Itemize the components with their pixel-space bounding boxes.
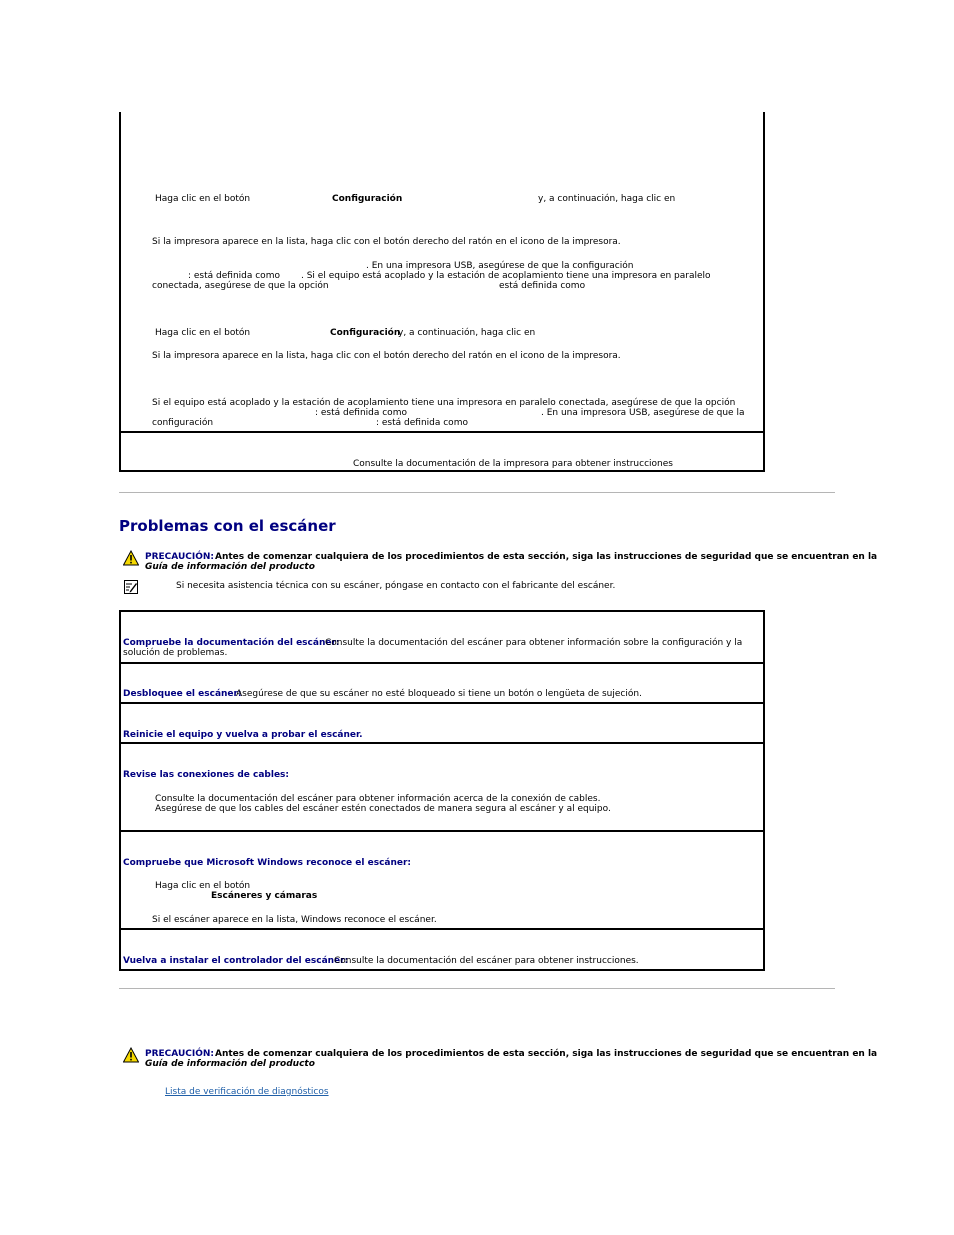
usb-note-part-b: : está definida como: [188, 271, 280, 281]
scanner-section-title: Problemas con el escáner: [119, 517, 336, 535]
caution-guide-title: Guía de información del producto: [145, 562, 315, 572]
row-check-cables-label: Revise las conexiones de cables:: [123, 770, 290, 780]
step-click-start: Haga clic en el botón: [155, 328, 251, 338]
step-then-click: y, a continuación, haga clic en: [398, 328, 536, 338]
note-text: Si necesita asistencia técnica con su escáner, póngase en contacto con el fabricante del escáner.: [176, 581, 616, 591]
dock-note-part-a: Si el equipo está acoplado y la estación de acoplamiento tiene una impresora en paralelo conectada, asegúrese de que la opción: [152, 398, 736, 408]
scanners-cameras-label: Escáneres y cámaras: [211, 891, 318, 901]
usb-note-part-d: conectada, asegúrese de que la opción: [152, 281, 329, 291]
row-check-scanner-docs-text: Consulte la documentación del escáner para obtener información sobre la configuración y la: [325, 638, 743, 648]
list-item: Asegúrese de que los cables del escáner estén conectados de manera segura al escáner y al equipo.: [155, 804, 611, 814]
step-if-printer-listed: Si la impresora aparece en la lista, haga clic con el botón derecho del ratón en el icono de la impresora.: [152, 237, 621, 247]
caution-icon: [123, 1047, 139, 1063]
usb-note-part-c: . Si el equipo está acoplado y la estación de acoplamiento tiene una impresora en paralelo: [301, 271, 711, 281]
row-reinstall-driver-text: Consulte la documentación del escáner para obtener instrucciones.: [334, 956, 639, 966]
usb-note-part-e: está definida como: [499, 281, 586, 291]
list-item: Consulte la documentación del escáner para obtener información acerca de la conexión de cables.: [155, 794, 601, 804]
config-label: Configuración: [332, 194, 403, 204]
caution-label: PRECAUCIÓN:: [145, 552, 215, 562]
step-if-printer-listed: Si la impresora aparece en la lista, haga clic con el botón derecho del ratón en el icono de la impresora.: [152, 351, 621, 361]
dock-note-part-d: configuración: [152, 418, 214, 428]
dock-note-part-b: : está definida como: [315, 408, 407, 418]
dock-note-part-e: : está definida como: [376, 418, 468, 428]
note-icon: [124, 580, 138, 594]
section-divider: [119, 988, 835, 989]
caution-text: Antes de comenzar cualquiera de los procedimientos de esta sección, siga las instrucciones de seguridad que se encuentran en la: [215, 1049, 878, 1059]
table-row-divider: [119, 830, 763, 832]
caution-text: Antes de comenzar cualquiera de los procedimientos de esta sección, siga las instrucciones de seguridad que se encuentran en la: [215, 552, 878, 562]
row-restart-label: Reinicie el equipo y vuelva a probar el escáner.: [123, 730, 363, 740]
table-row-divider: [119, 928, 763, 930]
step-then-click: y, a continuación, haga clic en: [538, 194, 676, 204]
table-row-divider: [119, 662, 763, 664]
table-row-divider: [119, 431, 763, 433]
caution-icon: [123, 550, 139, 566]
section-divider: [119, 492, 835, 493]
row-check-scanner-docs-text-2: solución de problemas.: [123, 648, 228, 658]
row-reinstall-driver-label: Vuelva a instalar el controlador del escáner:: [123, 956, 349, 966]
config-label: Configuración: [330, 328, 401, 338]
dock-note-part-c: . En una impresora USB, asegúrese de que la: [541, 408, 745, 418]
row-check-scanner-docs-label: Compruebe la documentación del escáner:: [123, 638, 340, 648]
step-click-start: Haga clic en el botón: [155, 194, 251, 204]
step-scanner-listed: Si el escáner aparece en la lista, Windows reconoce el escáner.: [152, 915, 437, 925]
caution-label: PRECAUCIÓN:: [145, 1049, 215, 1059]
consult-printer-doc: Consulte la documentación de la impresora para obtener instrucciones: [353, 459, 673, 469]
table-row-divider: [119, 702, 763, 704]
row-unlock-scanner-label: Desbloquee el escáner:: [123, 689, 242, 699]
step-click-start: Haga clic en el botón: [155, 881, 251, 891]
diagnostics-checklist-link[interactable]: Lista de verificación de diagnósticos: [165, 1087, 329, 1097]
row-unlock-scanner-text: Asegúrese de que su escáner no esté bloqueado si tiene un botón o lengüeta de sujeción.: [236, 689, 642, 699]
caution-guide-title: Guía de información del producto: [145, 1059, 315, 1069]
table-row-divider: [119, 742, 763, 744]
usb-note-part-a: . En una impresora USB, asegúrese de que la configuración: [366, 261, 634, 271]
row-windows-recognizes-label: Compruebe que Microsoft Windows reconoce el escáner:: [123, 858, 412, 868]
